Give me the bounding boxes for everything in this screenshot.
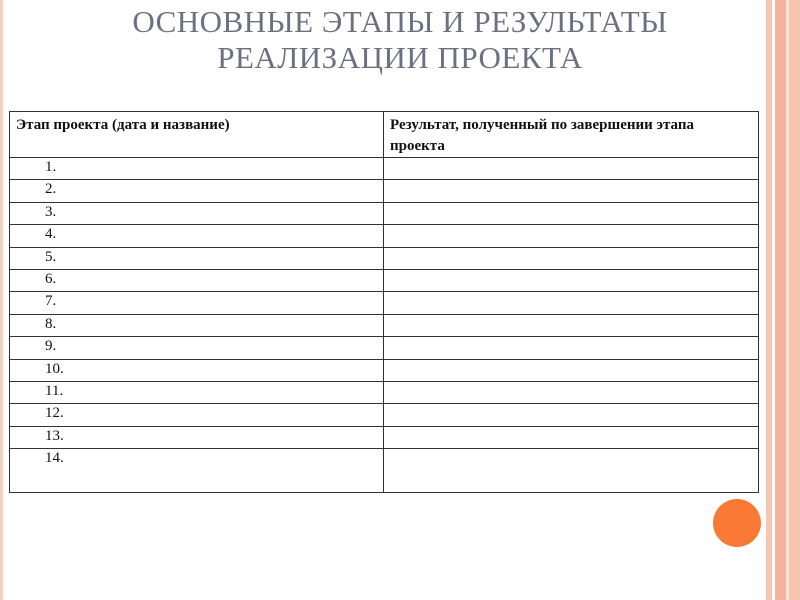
decorative-stripe [789, 0, 800, 600]
table-row [10, 269, 759, 291]
result-cell[interactable] [384, 202, 759, 224]
stages-results-table [9, 111, 759, 493]
table-row [10, 381, 759, 403]
stage-cell[interactable]: 8. [10, 314, 384, 336]
result-cell[interactable] [384, 404, 759, 426]
stage-cell[interactable]: 9. [10, 337, 384, 359]
result-cell[interactable] [384, 337, 759, 359]
slide-title-line-1: ОСНОВНЫЕ ЭТАПЫ И РЕЗУЛЬТАТЫ [132, 4, 668, 39]
slide-title [60, 4, 740, 76]
table-row [10, 180, 759, 202]
table-body [10, 158, 759, 493]
result-cell[interactable] [384, 292, 759, 314]
result-cell[interactable] [384, 381, 759, 403]
stage-cell[interactable]: 2. [10, 180, 384, 202]
table-row [10, 225, 759, 247]
result-cell[interactable] [384, 359, 759, 381]
table-row [10, 314, 759, 336]
stage-cell[interactable]: 7. [10, 292, 384, 314]
stage-cell[interactable]: 10. [10, 359, 384, 381]
table-header-row [10, 112, 759, 158]
slide-left-edge [0, 0, 3, 600]
table-row [10, 404, 759, 426]
result-cell[interactable] [384, 247, 759, 269]
stage-cell[interactable]: 11. [10, 381, 384, 403]
stage-cell[interactable]: 4. [10, 225, 384, 247]
result-cell[interactable] [384, 225, 759, 247]
result-cell[interactable] [384, 426, 759, 448]
stage-cell[interactable]: 6. [10, 269, 384, 291]
table-row [10, 202, 759, 224]
table-row [10, 247, 759, 269]
stage-cell[interactable]: 12. [10, 404, 384, 426]
table-row [10, 337, 759, 359]
stage-cell[interactable]: 13. [10, 426, 384, 448]
slide-title-line-2: РЕАЛИЗАЦИИ ПРОЕКТА [217, 40, 583, 75]
orange-circle-decoration [713, 499, 761, 547]
stage-cell[interactable]: 1. [10, 158, 384, 180]
stage-cell[interactable]: 5. [10, 247, 384, 269]
table-row [10, 359, 759, 381]
result-cell[interactable] [384, 158, 759, 180]
table-row [10, 426, 759, 448]
table-row [10, 158, 759, 180]
header-result: Результат, полученный по завершении этапа проекта [384, 112, 759, 158]
result-cell[interactable] [384, 314, 759, 336]
table-row [10, 449, 759, 493]
table-row [10, 292, 759, 314]
decorative-stripe [775, 0, 786, 600]
stage-cell[interactable]: 14. [10, 449, 384, 493]
result-cell[interactable] [384, 269, 759, 291]
result-cell[interactable] [384, 180, 759, 202]
stage-cell[interactable]: 3. [10, 202, 384, 224]
header-stage: Этап проекта (дата и название) [10, 112, 384, 158]
result-cell[interactable] [384, 449, 759, 493]
